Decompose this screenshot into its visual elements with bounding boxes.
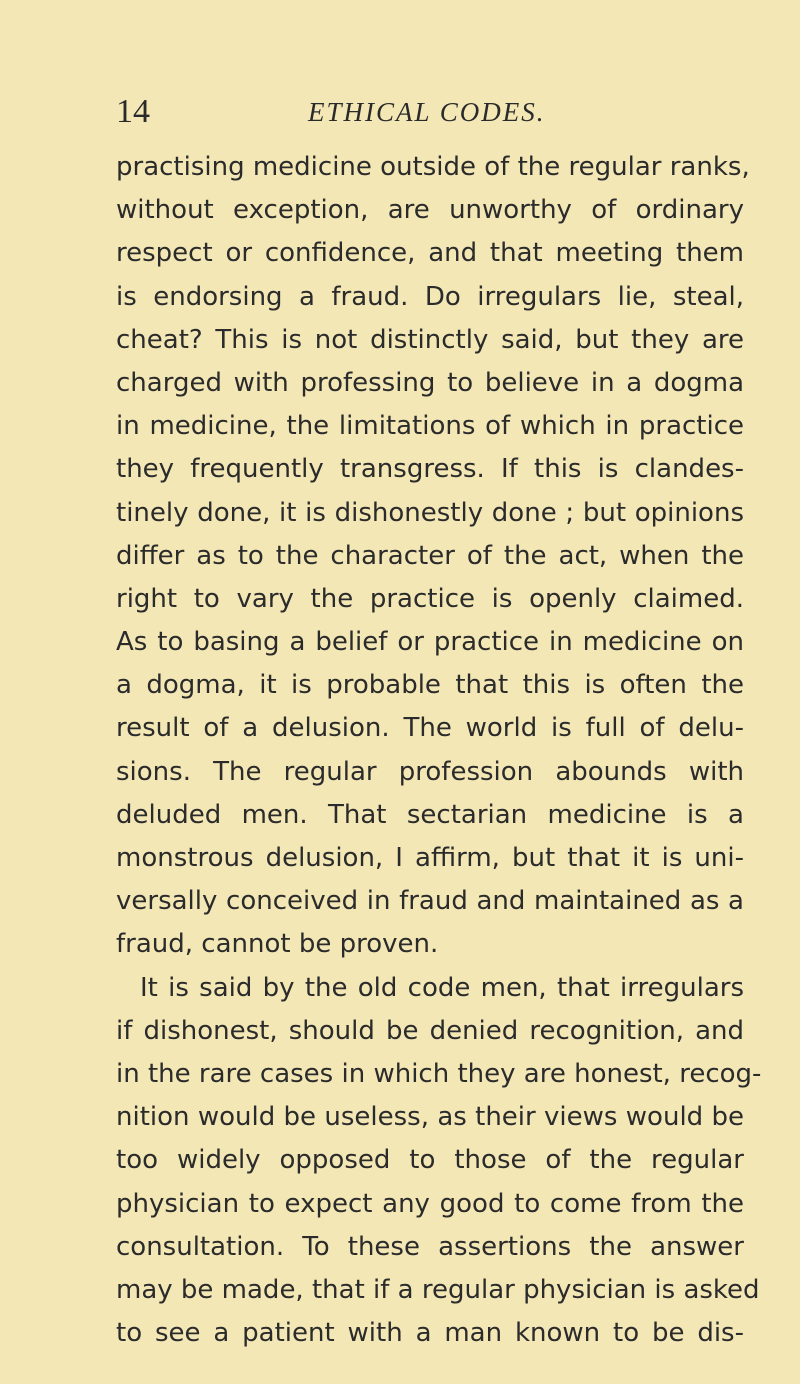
text-line: if dishonest, should be denied recognition, and — [116, 1015, 744, 1046]
text-line: monstrous delusion, I affirm, but that it is uni- — [116, 843, 744, 873]
text-line: right to vary the practice is openly claimed. — [116, 583, 744, 614]
text-line: too widely opposed to those of the regular — [116, 1145, 744, 1176]
text-line: may be made, that if a regular physician is asked — [116, 1274, 760, 1305]
running-head: ETHICAL CODES. — [308, 97, 546, 127]
body-text — [116, 146, 762, 1355]
text-line: versally conceived in fraud and maintained as a — [116, 886, 744, 917]
text-line: consultation. To these assertions the answer — [116, 1231, 744, 1262]
text-line: in medicine, the limitations of which in practice — [116, 411, 744, 442]
text-line: As to basing a belief or practice in medicine on — [116, 627, 744, 658]
text-line: they frequently transgress. If this is clandes- — [116, 454, 744, 485]
text-line: sions. The regular profession abounds with — [116, 756, 744, 787]
text-line: fraud, cannot be proven. — [116, 929, 439, 960]
text-line: result of a delusion. The world is full of delu- — [116, 713, 744, 744]
text-line: in the rare cases in which they are honest, recog- — [116, 1058, 762, 1089]
page-header — [116, 92, 736, 132]
text-line: nition would be useless, as their views would be — [116, 1102, 744, 1133]
text-line: practising medicine outside of the regular ranks, — [116, 152, 750, 182]
text-line: differ as to the character of the act, when the — [116, 540, 744, 571]
page-number: 14 — [116, 93, 150, 130]
text-line: respect or confidence, and that meeting them — [116, 238, 744, 269]
text-line: without exception, are unworthy of ordinary — [116, 195, 744, 226]
text-line: It is said by the old code men, that irregulars — [140, 972, 744, 1003]
text-line: physician to expect any good to come from the — [116, 1188, 744, 1219]
text-line: cheat? This is not distinctly said, but they are — [116, 324, 744, 355]
text-line: is endorsing a fraud. Do irregulars lie, steal, — [116, 281, 744, 312]
text-line: charged with professing to believe in a dogma — [116, 367, 744, 398]
text-line: a dogma, it is probable that this is often the — [116, 670, 744, 701]
text-line: to see a patient with a man known to be dis- — [116, 1318, 744, 1349]
text-line: deluded men. That sectarian medicine is a — [116, 799, 744, 830]
text-line: tinely done, it is dishonestly done ; but opinions — [116, 497, 744, 528]
